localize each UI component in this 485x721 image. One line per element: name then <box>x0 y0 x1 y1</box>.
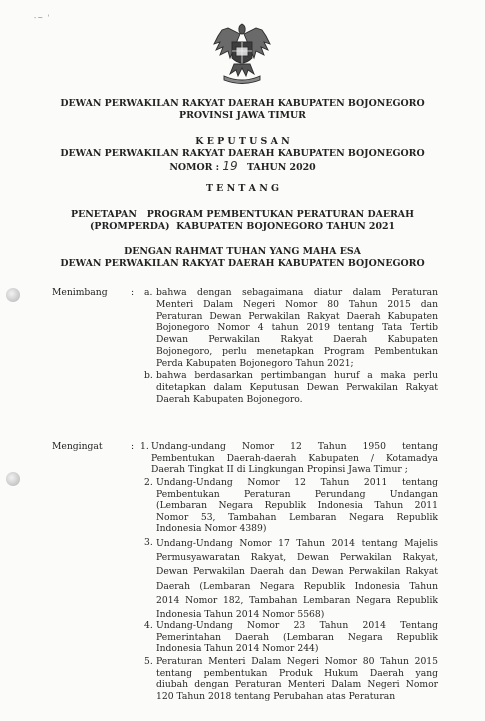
item-line: Undang-Undang Nomor 17 Tahun 2014 tentang Majelis <box>156 538 438 549</box>
item-line: tentang pembentukan Produk Hukum Daerah yang <box>156 667 438 679</box>
item-line: Indonesia Tahun 2014 Nomor 244) <box>156 643 319 655</box>
rahmat-line-1: DENGAN RAHMAT TUHAN YANG MAHA ESA <box>124 246 361 257</box>
item-line: Bojonegoro Nomor 4 tahun 2019 tentang Tata Tertib <box>156 322 438 334</box>
item-line: Pembentukan Daerah-daerah Kabupaten / Kotamadya <box>151 452 438 464</box>
item-line: Undang-Undang Nomor 23 Tahun 2014 Tentang <box>156 620 438 631</box>
menimbang-colon: : <box>131 287 135 298</box>
scan-mark: -~ ' <box>34 14 51 22</box>
nomor-value: 19 <box>222 159 238 173</box>
mengingat-label: Mengingat <box>52 441 103 452</box>
item-number: 4. <box>144 620 153 631</box>
rahmat-line-2: DEWAN PERWAKILAN RAKYAT DAERAH KABUPATEN BOJONEGORO <box>60 258 425 269</box>
item-number: 1. <box>140 441 149 452</box>
council-name-2: DEWAN PERWAKILAN RAKYAT DAERAH KABUPATEN BOJONEGORO <box>60 148 425 159</box>
nomor-prefix: NOMOR : <box>169 162 220 173</box>
province-name: PROVINSI JAWA TIMUR <box>179 110 306 121</box>
header-council <box>0 98 485 122</box>
mengingat-item <box>140 441 438 476</box>
item-line: diubah dengan Peraturan Menteri Dalam Negeri Nomor <box>156 679 438 691</box>
item-line: Undang-Undang Nomor 12 Tahun 2011 tentang <box>156 477 438 488</box>
menimbang-label: Menimbang <box>52 287 108 298</box>
item-line: 2014 Nomor 182, Tambahan Lembaran Negara Republik <box>156 594 438 606</box>
item-line: Dewan Perwakilan Daerah dan Dewan Perwakilan Rakyat <box>156 566 438 578</box>
item-number: b. <box>144 370 153 381</box>
item-line: Menteri Dalam Negeri Nomor 80 Tahun 2015 dan <box>156 298 438 310</box>
item-line: Undang-undang Nomor 12 Tahun 1950 tentang <box>151 441 438 452</box>
menimbang-item <box>144 370 438 405</box>
item-line: Peraturan Dewan Perwakilan Rakyat Daerah Kabupaten <box>156 310 438 322</box>
binder-hole <box>6 472 20 486</box>
subject-line-1: PENETAPAN PROGRAM PEMBENTUKAN PERATURAN DAERAH <box>71 209 414 220</box>
item-line: 120 Tahun 2018 tentang Perubahan atas Peraturan <box>156 690 396 702</box>
decision-number <box>0 160 485 174</box>
item-line: Indonesia Tahun 2014 Nomor 5568) <box>156 608 325 620</box>
subject-line-2: (PROMPERDA) KABUPATEN BOJONEGORO TAHUN 2021 <box>89 221 396 232</box>
item-number: 3. <box>144 537 153 548</box>
item-line: Perda Kabupaten Bojonegoro Tahun 2021; <box>156 357 354 369</box>
item-line: bahwa dengan sebagaimana diatur dalam Peraturan <box>156 287 438 298</box>
menimbang-item <box>144 287 438 370</box>
item-line: Nomor 53, Tambahan Lembaran Negara Republik <box>156 511 438 523</box>
item-number: 2. <box>144 477 153 488</box>
nomor-suffix: TAHUN 2020 <box>246 162 316 173</box>
mengingat-colon: : <box>131 441 135 452</box>
subject-title <box>0 209 485 233</box>
mengingat-item <box>144 537 438 622</box>
mengingat-item <box>144 477 438 535</box>
item-line: bahwa berdasarkan pertimbangan huruf a maka perlu <box>156 370 438 381</box>
header-decision <box>0 136 485 174</box>
item-line: Daerah (Lembaran Negara Republik Indonesia Tahun <box>156 580 438 592</box>
doc-type: K E P U T U S A N <box>195 136 290 147</box>
item-line: Pembentukan Peraturan Perundang Undangan <box>156 488 438 500</box>
item-line: Indonesia Nomor 4389) <box>156 523 267 535</box>
item-line: Peraturan Menteri Dalam Negeri Nomor 80 Tahun 2015 <box>156 656 438 667</box>
item-line: Daerah Kabupaten Bojonegoro. <box>156 393 303 405</box>
item-line: ditetapkan dalam Keputusan Dewan Perwakilan Rakyat <box>156 381 438 393</box>
item-number: a. <box>144 287 153 298</box>
item-line: Bojonegoro, perlu menetapkan Program Pembentukan <box>156 345 438 357</box>
item-number: 5. <box>144 656 153 667</box>
garuda-emblem <box>210 20 274 88</box>
item-line: Daerah Tingkat II di Lingkungan Propinsi Jawa Timur ; <box>151 464 408 476</box>
mengingat-item <box>144 656 438 702</box>
mengingat-item <box>144 620 438 655</box>
item-line: Dewan Perwakilan Rakyat Daerah Kabupaten <box>156 334 438 346</box>
rahmat-block <box>0 246 485 270</box>
tentang-heading: T E N T A N G <box>205 183 280 194</box>
council-name: DEWAN PERWAKILAN RAKYAT DAERAH KABUPATEN BOJONEGORO <box>60 98 425 109</box>
item-line: (Lembaran Negara Republik Indonesia Tahun 2011 <box>156 500 438 512</box>
binder-hole <box>6 288 20 302</box>
item-line: Pemerintahan Daerah (Lembaran Negara Republik <box>156 631 438 643</box>
item-line: Permusyawaratan Rakyat, Dewan Perwakilan Rakyat, <box>156 552 438 564</box>
